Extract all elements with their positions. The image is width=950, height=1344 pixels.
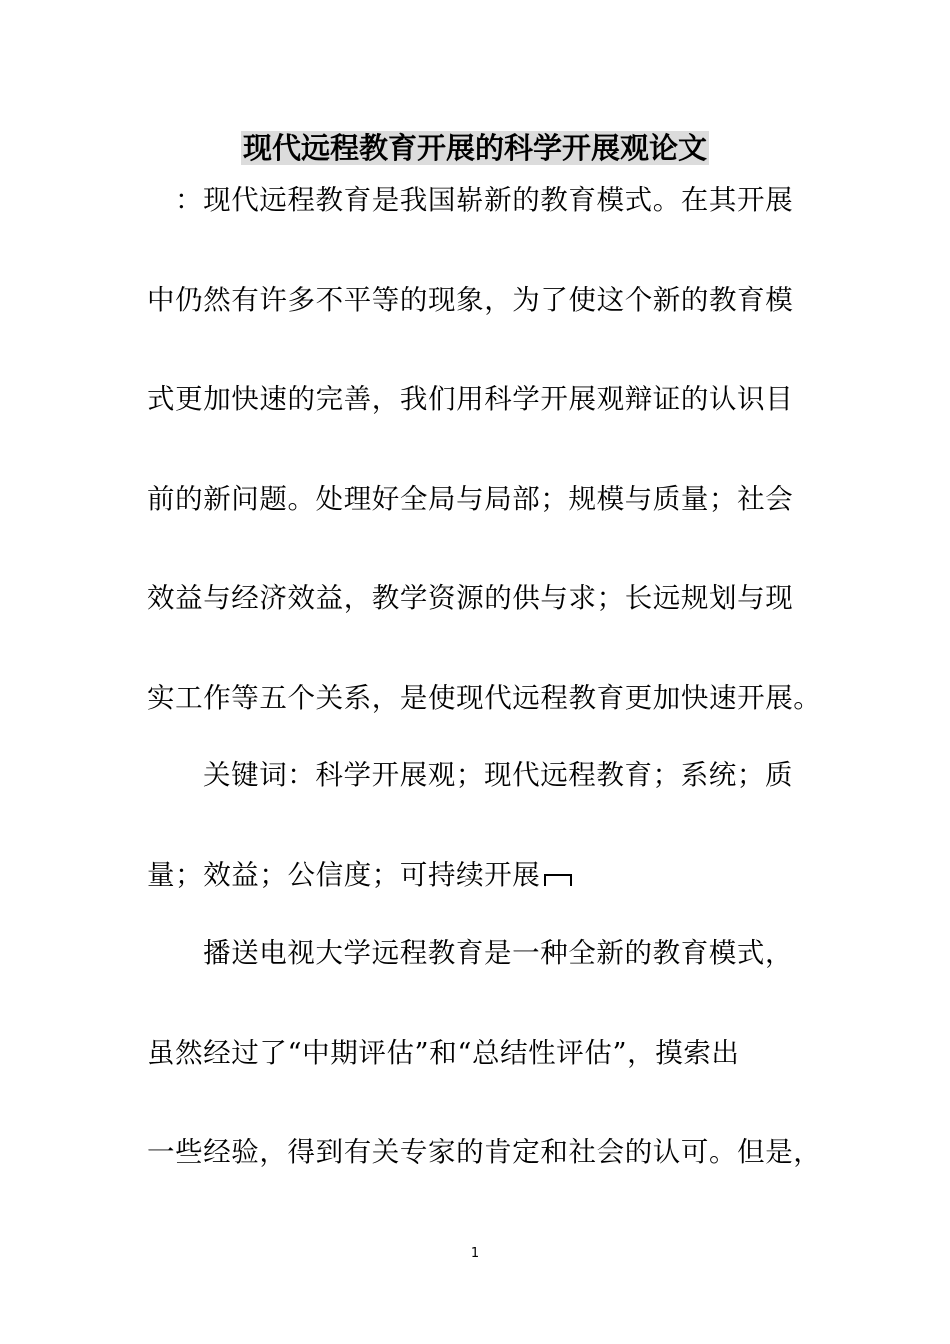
- keywords-line: 量；效益；公信度；可持续开展: [147, 859, 541, 891]
- body-line: 播送电视大学远程教育是一种全新的教育模式，: [203, 937, 794, 969]
- abstract-line: 式更加快速的完善，我们用科学开展观辩证的认识目: [147, 383, 794, 415]
- abstract-line: 前的新问题。处理好全局与局部；规模与质量；社会: [147, 483, 794, 515]
- keywords-line: 关键词：科学开展观；现代远程教育；系统；质: [203, 759, 794, 791]
- abstract-line: ：现代远程教育是我国崭新的教育模式。在其开展: [175, 184, 794, 216]
- abstract-line: 效益与经济效益，教学资源的供与求；长远规划与现: [147, 582, 794, 614]
- page-number: 1: [470, 1246, 480, 1261]
- body-line: 虽然经过了“中期评估”和“总结性评估”，摸索出: [147, 1037, 740, 1069]
- body-line: 一些经验，得到有关专家的肯定和社会的认可。但是，: [147, 1136, 822, 1168]
- abstract-line: 中仍然有许多不平等的现象，为了使这个新的教育模: [147, 284, 794, 316]
- page-title: [0, 128, 950, 168]
- paragraph-end-mark-icon: [544, 874, 572, 886]
- keywords-line-end: [147, 855, 572, 895]
- page-title-text: 现代远程教育开展的科学开展观论文: [242, 131, 707, 165]
- abstract-line: 实工作等五个关系，是使现代远程教育更加快速开展。: [147, 682, 822, 714]
